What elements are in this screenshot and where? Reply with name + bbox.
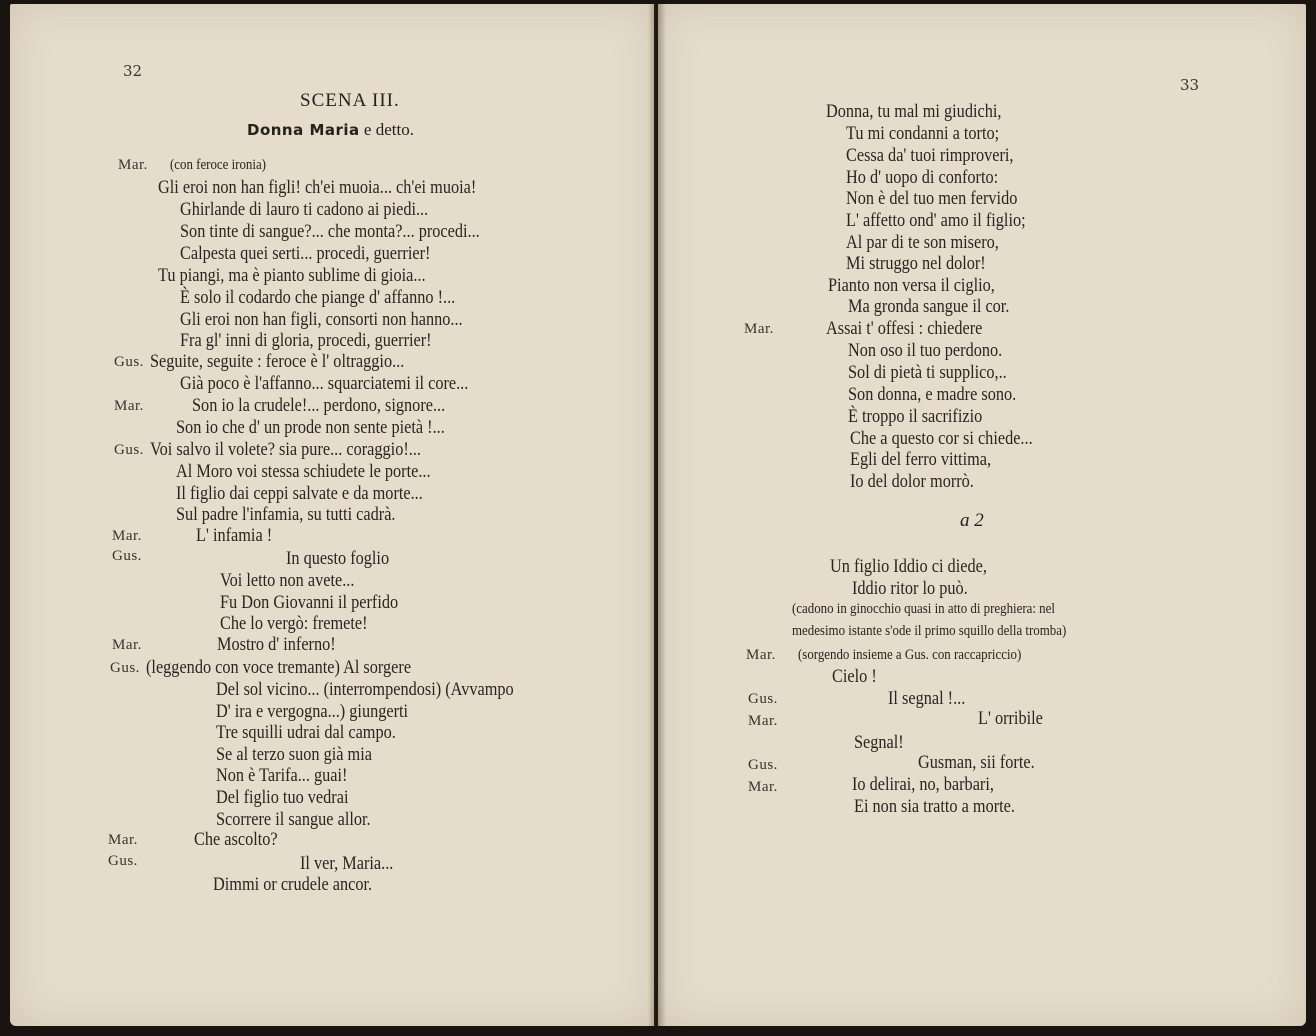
verse-line: Fu Don Giovanni il perfido [220,593,399,613]
speaker-label: Gus. [112,548,142,564]
verse-line: Ei non sia tratto a morte. [854,797,1015,817]
verse-line: Cessa da' tuoi rimproveri, [846,146,1014,166]
speaker-label: Mar. [748,713,778,729]
verse-line: Io delirai, no, barbari, [852,775,994,795]
verse-line: Mi struggo nel dolor! [846,254,986,274]
page-number: 32 [123,62,143,80]
verse-line: L' affetto ond' amo il figlio; [846,211,1026,231]
stage-direction: (cadono in ginocchio quasi in atto di preghiera: nel [792,601,1055,617]
verse-line: Gli eroi non han figli! ch'ei muoia... ch'ei muoia! [158,178,477,198]
verse-line: Son donna, e madre sono. [848,385,1017,405]
speaker-label: Mar. [114,398,144,414]
subtitle-rest: e detto. [363,120,414,139]
stage-direction: medesimo istante s'ode il primo squillo della tromba) [792,623,1067,639]
verse-line: Son tinte di sangue?... che monta?... procedi... [180,222,480,242]
speaker-label: Mar. [744,321,774,337]
speaker-label: Mar. [108,832,138,848]
verse-line: Gusman, sii forte. [918,753,1035,773]
verse-line: Che a questo cor si chiede... [850,429,1033,449]
verse-line: Voi letto non avete... [220,571,355,591]
verse-line: Calpesta quei serti... procedi, guerrier! [180,244,431,264]
stage-direction: (sorgendo insieme a Gus. con raccapriccio) [798,647,1022,663]
verse-line: In questo foglio [286,549,390,569]
verse-line: Voi salvo il volete? sia pure... coraggio!... [150,440,421,460]
a2-label: a 2 [960,510,984,531]
verse-line: Mostro d' inferno! [217,635,336,655]
speaker-label: Gus. [114,354,144,370]
left-page [10,4,654,1026]
verse-line: Non è Tarifa... guai! [216,766,348,786]
subtitle-bold: Donna Maria [247,121,360,139]
verse-line: Il segnal !... [888,689,966,709]
verse-line: Pianto non versa il ciglio, [828,276,995,296]
right-page [658,4,1306,1026]
verse-line: Se al terzo suon già mia [216,745,372,765]
scene-title: SCENA III. [300,90,400,111]
verse-line: Sul padre l'infamia, su tutti cadrà. [176,505,396,525]
verse-line: (leggendo con voce tremante) Al sorgere [146,658,412,678]
verse-line: Io del dolor morrò. [850,472,974,492]
page-number: 33 [1180,76,1200,94]
verse-line: Il ver, Maria... [300,854,394,874]
verse-line: Son io che d' un prode non sente pietà !... [176,418,445,438]
speaker-label: Gus. [110,660,140,676]
verse-line: D' ira e vergogna...) giungerti [216,702,409,722]
verse-line: È troppo il sacrifizio [848,407,983,427]
verse-line: Iddio ritor lo può. [852,579,968,599]
verse-line: Sol di pietà ti supplico,.. [848,363,1007,383]
speaker-label: Gus. [108,853,138,869]
verse-line: Scorrere il sangue allor. [216,810,371,830]
book-gutter [648,4,666,1026]
verse-line: È solo il codardo che piange d' affanno !... [180,288,456,308]
speaker-label: Gus. [748,691,778,707]
stage-direction: (con feroce ironia) [170,157,266,173]
verse-line: L' infamia ! [196,526,273,546]
verse-line: Son io la crudele!... perdono, signore... [192,396,446,416]
verse-line: Seguite, seguite : feroce è l' oltraggio... [150,352,405,372]
verse-line: Non oso il tuo perdono. [848,341,1003,361]
verse-line: Un figlio Iddio ci diede, [830,557,987,577]
verse-line: Gli eroi non han figli, consorti non hanno... [180,310,463,330]
verse-line: Assai t' offesi : chiedere [826,319,983,339]
verse-line: Tre squilli udrai dal campo. [216,723,396,743]
verse-line: Segnal! [854,733,904,753]
verse-line: Già poco è l'affanno... squarciatemi il core... [180,374,469,394]
scene-subtitle [247,120,414,140]
verse-line: Tu mi condanni a torto; [846,124,1000,144]
verse-line: Dimmi or crudele ancor. [213,875,373,895]
verse-line: Ma gronda sangue il cor. [848,297,1010,317]
verse-line: Tu piangi, ma è pianto sublime di gioia... [158,266,426,286]
verse-line: Donna, tu mal mi giudichi, [826,102,1002,122]
speaker-label: Mar. [746,647,776,663]
verse-line: Al par di te son misero, [846,233,999,253]
verse-line: L' orribile [978,709,1043,729]
verse-line: Che ascolto? [194,830,278,850]
verse-line: Il figlio dai ceppi salvate e da morte... [176,484,423,504]
verse-line: Al Moro voi stessa schiudete le porte... [176,462,431,482]
verse-line: Ho d' uopo di conforto: [846,168,999,188]
verse-line: Fra gl' inni di gloria, procedi, guerrier! [180,331,432,351]
speaker-label: Gus. [114,442,144,458]
verse-line: Non è del tuo men fervido [846,189,1018,209]
verse-line: Ghirlande di lauro ti cadono ai piedi... [180,200,429,220]
verse-line: Del sol vicino... (interrompendosi) (Avvampo [216,680,514,700]
verse-line: Del figlio tuo vedrai [216,788,349,808]
verse-line: Egli del ferro vittima, [850,450,992,470]
speaker-label: Mar. [748,779,778,795]
speaker-label: Mar. [118,157,148,173]
verse-line: Che lo vergò: fremete! [220,614,368,634]
speaker-label: Gus. [748,757,778,773]
speaker-label: Mar. [112,637,142,653]
verse-line: Cielo ! [832,667,877,687]
speaker-label: Mar. [112,528,142,544]
